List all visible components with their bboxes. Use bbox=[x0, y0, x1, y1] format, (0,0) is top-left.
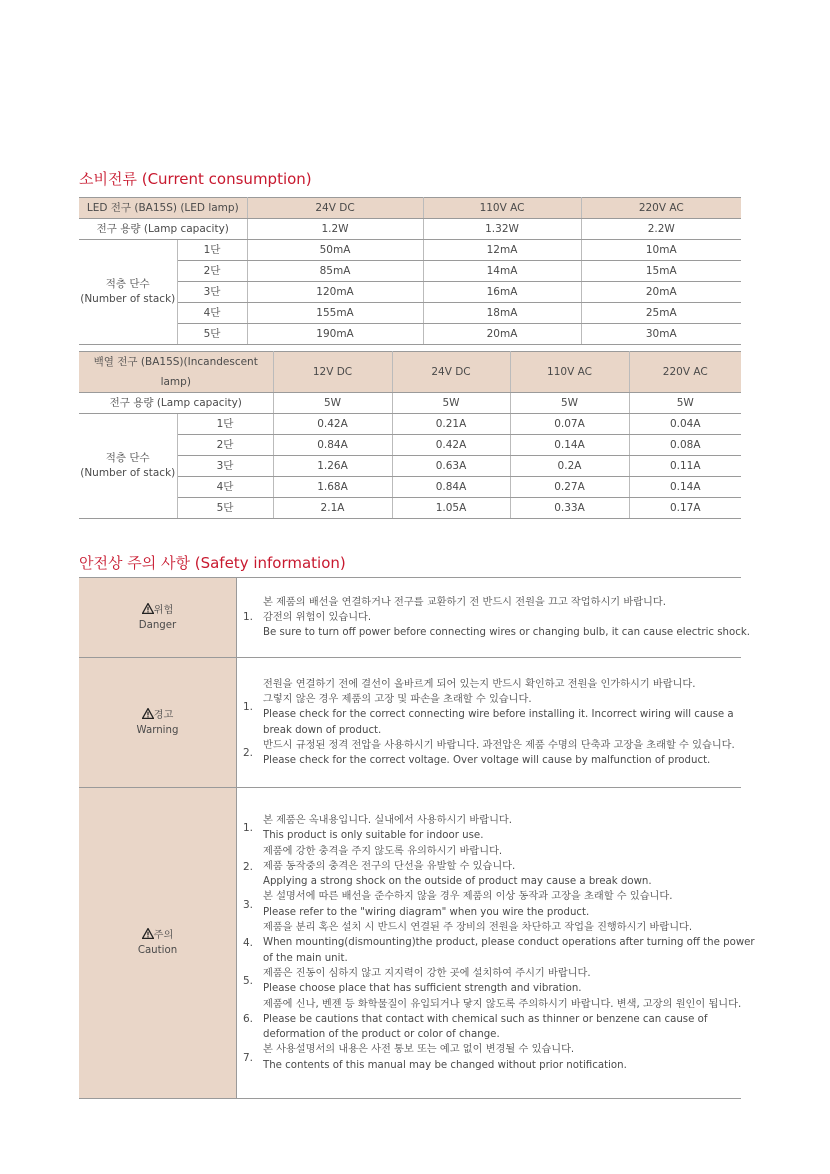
table-row bbox=[79, 282, 741, 303]
table-row bbox=[79, 414, 741, 435]
header-voltage-cell: 220V AC bbox=[629, 352, 741, 393]
safety-level-cell bbox=[79, 788, 237, 1099]
stack-label-ko: 적층 단수 bbox=[105, 278, 150, 290]
safety-level-ko: 경고 bbox=[153, 709, 174, 721]
capacity-value-cell: 5W bbox=[392, 393, 510, 414]
value-cell: 0.07A bbox=[510, 414, 629, 435]
item-text-line: 제품에 강한 충격을 주지 않도록 유의하시기 바랍니다. bbox=[263, 845, 503, 857]
capacity-value-cell: 1.32W bbox=[423, 219, 581, 240]
value-cell: 0.17A bbox=[629, 498, 741, 519]
item-text-line: 제품을 분리 혹은 설치 시 반드시 연결된 주 장비의 전원을 차단하고 작업을 진행하시기 바랍니다. bbox=[263, 922, 693, 934]
capacity-row bbox=[79, 393, 741, 414]
current-consumption-title: 소비전류 (Current consumption) bbox=[79, 170, 312, 188]
value-cell: 25mA bbox=[581, 303, 741, 324]
value-cell: 12mA bbox=[423, 240, 581, 261]
capacity-value-cell: 5W bbox=[510, 393, 629, 414]
item-text-line: 제품에 신나, 벤젠 등 화학물질이 유입되거나 닿지 않도록 주의하시기 바랍니다. 변색, 고장의 원인이 됩니다. bbox=[263, 998, 742, 1010]
item-text-line: 본 설명서에 따른 배선을 준수하지 않을 경우 제품의 이상 동작과 고장을 초래할 수 있습니다. bbox=[263, 891, 673, 903]
capacity-value-cell: 1.2W bbox=[247, 219, 423, 240]
item-text-line: Please check for the correct voltage. Over voltage will cause by malfunction of product. bbox=[263, 755, 711, 767]
header-voltage-cell: 24V DC bbox=[392, 352, 510, 393]
value-cell: 85mA bbox=[247, 261, 423, 282]
value-cell: 18mA bbox=[423, 303, 581, 324]
safety-item bbox=[240, 920, 755, 966]
item-number: 6. bbox=[243, 1013, 254, 1026]
value-cell: 30mA bbox=[581, 324, 741, 345]
stack-label-cell bbox=[79, 240, 177, 345]
value-cell: 0.63A bbox=[392, 456, 510, 477]
value-cell: 10mA bbox=[581, 240, 741, 261]
safety-item bbox=[240, 844, 741, 890]
value-cell: 1.26A bbox=[273, 456, 392, 477]
value-cell: 20mA bbox=[581, 282, 741, 303]
value-cell: 20mA bbox=[423, 324, 581, 345]
safety-item bbox=[240, 1042, 741, 1073]
item-number: 4. bbox=[243, 936, 254, 949]
item-text-line: 전원을 연결하기 전에 결선이 올바르게 되어 있는지 반드시 확인하고 전원을 인가하시기 바랍니다. bbox=[263, 678, 696, 690]
item-number: 3. bbox=[243, 898, 254, 911]
warning-triangle-icon bbox=[142, 710, 154, 721]
value-cell: 190mA bbox=[247, 324, 423, 345]
safety-row-warning bbox=[79, 658, 741, 788]
value-cell: 0.84A bbox=[392, 477, 510, 498]
item-text-line: This product is only suitable for indoor use. bbox=[263, 830, 484, 842]
stage-cell: 3단 bbox=[177, 456, 273, 477]
stage-cell: 5단 bbox=[177, 498, 273, 519]
stage-cell: 1단 bbox=[177, 240, 247, 261]
header-label-cell: 백열 전구 (BA15S)(Incandescent lamp) bbox=[79, 352, 273, 393]
item-text-line: Please refer to the "wiring diagram" when you wire the product. bbox=[263, 906, 590, 918]
item-text-line: 본 사용설명서의 내용은 사전 통보 또는 예고 없이 변경될 수 있습니다. bbox=[263, 1044, 575, 1056]
table-row bbox=[79, 477, 741, 498]
item-text-line: Applying a strong shock on the outside of product may cause a break down. bbox=[263, 876, 652, 888]
item-text-line: 반드시 규정된 정격 전압을 사용하시기 바랍니다. 과전압은 제품 수명의 단축과 고장을 초래할 수 있습니다. bbox=[263, 739, 735, 751]
stage-cell: 4단 bbox=[177, 477, 273, 498]
item-text-line: 제품은 진동이 심하지 않고 지지력이 강한 곳에 설치하여 주시기 바랍니다. bbox=[263, 967, 591, 979]
value-cell: 0.11A bbox=[629, 456, 741, 477]
safety-table bbox=[79, 577, 755, 1099]
safety-information-title: 안전상 주의 사항 (Safety information) bbox=[79, 554, 346, 572]
safety-level-en: Caution bbox=[137, 945, 178, 956]
safety-item bbox=[240, 966, 741, 997]
value-cell: 1.05A bbox=[392, 498, 510, 519]
safety-level-en: Danger bbox=[138, 619, 177, 631]
stack-label-cell bbox=[79, 414, 177, 519]
value-cell: 0.42A bbox=[392, 435, 510, 456]
value-cell: 0.2A bbox=[510, 456, 629, 477]
value-cell: 0.84A bbox=[273, 435, 392, 456]
safety-item bbox=[240, 677, 741, 738]
item-text-line: Please check for the correct connecting wire before installing it. Incorrect wiring will cause a bbox=[263, 709, 734, 721]
value-cell: 15mA bbox=[581, 261, 741, 282]
safety-level-ko: 주의 bbox=[153, 930, 174, 941]
item-text-line: Be sure to turn off power before connecting wires or changing bulb, it can cause electric shock. bbox=[263, 627, 750, 639]
capacity-value-cell: 2.2W bbox=[581, 219, 741, 240]
safety-item bbox=[240, 997, 741, 1043]
stage-cell: 2단 bbox=[177, 435, 273, 456]
value-cell: 1.68A bbox=[273, 477, 392, 498]
stage-cell: 1단 bbox=[177, 414, 273, 435]
capacity-row bbox=[79, 219, 741, 240]
value-cell: 120mA bbox=[247, 282, 423, 303]
table-row bbox=[79, 303, 741, 324]
table-header-row bbox=[79, 198, 741, 219]
table-header-row bbox=[79, 352, 741, 393]
item-text-line: Please choose place that has sufficient strength and vibration. bbox=[263, 983, 582, 995]
item-text-line: 본 제품의 배선을 연결하거나 전구를 교환하기 전 반드시 전원을 끄고 작업하시기 바랍니다. bbox=[263, 596, 666, 608]
value-cell: 0.27A bbox=[510, 477, 629, 498]
item-text-line: When mounting(dismounting)the product, please conduct operations after turning off the power bbox=[263, 937, 755, 949]
safety-content-cell bbox=[237, 658, 742, 788]
item-number: 2. bbox=[243, 747, 254, 760]
table-row bbox=[79, 324, 741, 345]
stage-cell: 5단 bbox=[177, 324, 247, 345]
capacity-label-cell: 전구 용량 (Lamp capacity) bbox=[79, 219, 247, 240]
value-cell: 155mA bbox=[247, 303, 423, 324]
item-number: 1. bbox=[243, 822, 254, 835]
safety-content-cell bbox=[237, 788, 755, 1099]
capacity-value-cell: 5W bbox=[273, 393, 392, 414]
safety-level-cell bbox=[79, 578, 237, 658]
safety-row-caution bbox=[79, 788, 741, 1099]
table-row bbox=[79, 261, 741, 282]
item-text-line: 그렇지 않은 경우 제품의 고장 및 파손을 초래할 수 있습니다. bbox=[263, 693, 532, 705]
item-number: 5. bbox=[243, 975, 254, 988]
stack-label-ko: 적층 단수 bbox=[105, 452, 150, 464]
value-cell: 0.08A bbox=[629, 435, 741, 456]
table-row bbox=[79, 435, 741, 456]
item-text-line: of the main unit. bbox=[263, 952, 348, 964]
value-cell: 0.04A bbox=[629, 414, 741, 435]
table-row bbox=[79, 240, 741, 261]
led-current-table bbox=[79, 197, 741, 345]
stage-cell: 3단 bbox=[177, 282, 247, 303]
table-row bbox=[79, 456, 741, 477]
header-voltage-cell: 110V AC bbox=[510, 352, 629, 393]
value-cell: 0.33A bbox=[510, 498, 629, 519]
value-cell: 50mA bbox=[247, 240, 423, 261]
header-voltage-cell: 24V DC bbox=[247, 198, 423, 219]
safety-item bbox=[240, 738, 741, 769]
value-cell: 14mA bbox=[423, 261, 581, 282]
safety-level-ko: 위험 bbox=[153, 604, 174, 616]
safety-item bbox=[240, 595, 750, 641]
item-text-line: deformation of the product or color of change. bbox=[263, 1029, 500, 1041]
value-cell: 2.1A bbox=[273, 498, 392, 519]
table-row bbox=[79, 498, 741, 519]
header-label-cell: LED 전구 (BA15S) (LED lamp) bbox=[79, 198, 247, 219]
item-text-line: break down of product. bbox=[263, 724, 382, 736]
stage-cell: 4단 bbox=[177, 303, 247, 324]
warning-triangle-icon bbox=[142, 605, 154, 616]
item-text-line: 감전의 위험이 있습니다. bbox=[263, 611, 372, 623]
value-cell: 0.14A bbox=[510, 435, 629, 456]
safety-row-danger bbox=[79, 578, 741, 658]
warning-triangle-icon bbox=[142, 930, 154, 941]
item-number: 7. bbox=[243, 1051, 254, 1064]
item-number: 2. bbox=[243, 860, 254, 873]
safety-level-cell bbox=[79, 658, 237, 788]
capacity-value-cell: 5W bbox=[629, 393, 741, 414]
safety-content-cell bbox=[237, 578, 750, 658]
stack-label-en: (Number of stack) bbox=[80, 293, 176, 305]
stage-cell: 2단 bbox=[177, 261, 247, 282]
incandescent-current-table bbox=[79, 351, 741, 519]
item-text-line: 제품 동작중의 충격은 전구의 단선을 유발할 수 있습니다. bbox=[263, 860, 516, 872]
item-number: 1. bbox=[243, 611, 254, 624]
value-cell: 0.21A bbox=[392, 414, 510, 435]
value-cell: 0.14A bbox=[629, 477, 741, 498]
item-number: 1. bbox=[243, 701, 254, 714]
header-voltage-cell: 220V AC bbox=[581, 198, 741, 219]
header-voltage-cell: 110V AC bbox=[423, 198, 581, 219]
safety-level-en: Warning bbox=[136, 724, 179, 736]
safety-item bbox=[240, 889, 741, 920]
header-voltage-cell: 12V DC bbox=[273, 352, 392, 393]
item-text-line: Please be cautions that contact with chemical such as thinner or benzene can cause of bbox=[263, 1013, 708, 1025]
capacity-label-cell: 전구 용량 (Lamp capacity) bbox=[79, 393, 273, 414]
value-cell: 16mA bbox=[423, 282, 581, 303]
item-text-line: 본 제품은 옥내용입니다. 실내에서 사용하시기 바랍니다. bbox=[263, 814, 513, 826]
value-cell: 0.42A bbox=[273, 414, 392, 435]
item-text-line: The contents of this manual may be changed without prior notification. bbox=[263, 1059, 627, 1071]
stack-label-en: (Number of stack) bbox=[80, 467, 176, 479]
safety-item bbox=[240, 813, 741, 844]
